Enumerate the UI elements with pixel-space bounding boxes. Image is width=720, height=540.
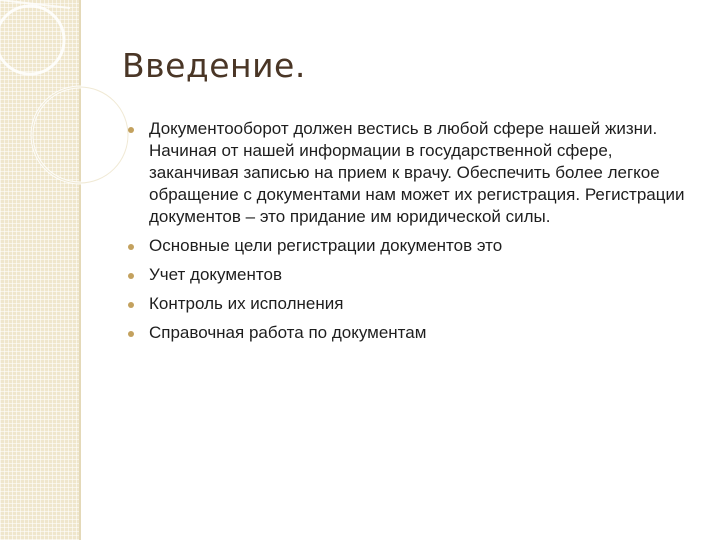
circle-ornament-icon (0, 0, 140, 220)
bullet-text: Документооборот должен вестись в любой сфере нашей жизни. Начиная от нашей информации в государственной сфере, заканчивая записью на прием к врачу. Обеспечить более легкое обращение с документами нам может их регистрация. Регистрации документов – это придание им юридической силы. (149, 119, 685, 226)
bullet-item (128, 118, 698, 228)
bullet-text: Учет документов (149, 265, 282, 284)
bullet-dot-icon (128, 331, 134, 337)
bullet-item (128, 293, 698, 315)
bullet-dot-icon (128, 273, 134, 279)
bullet-item (128, 264, 698, 286)
bullet-dot-icon (128, 244, 134, 250)
bullet-item (128, 235, 698, 257)
bullet-dot-icon (128, 302, 134, 308)
bullet-text: Основные цели регистрации документов это (149, 236, 503, 255)
slide-title: Введение. (122, 46, 306, 85)
bullet-item (128, 322, 698, 344)
bullet-list (128, 118, 698, 351)
bullet-dot-icon (128, 127, 134, 133)
bullet-text: Контроль их исполнения (149, 294, 344, 313)
bullet-text: Справочная работа по документам (149, 323, 427, 342)
